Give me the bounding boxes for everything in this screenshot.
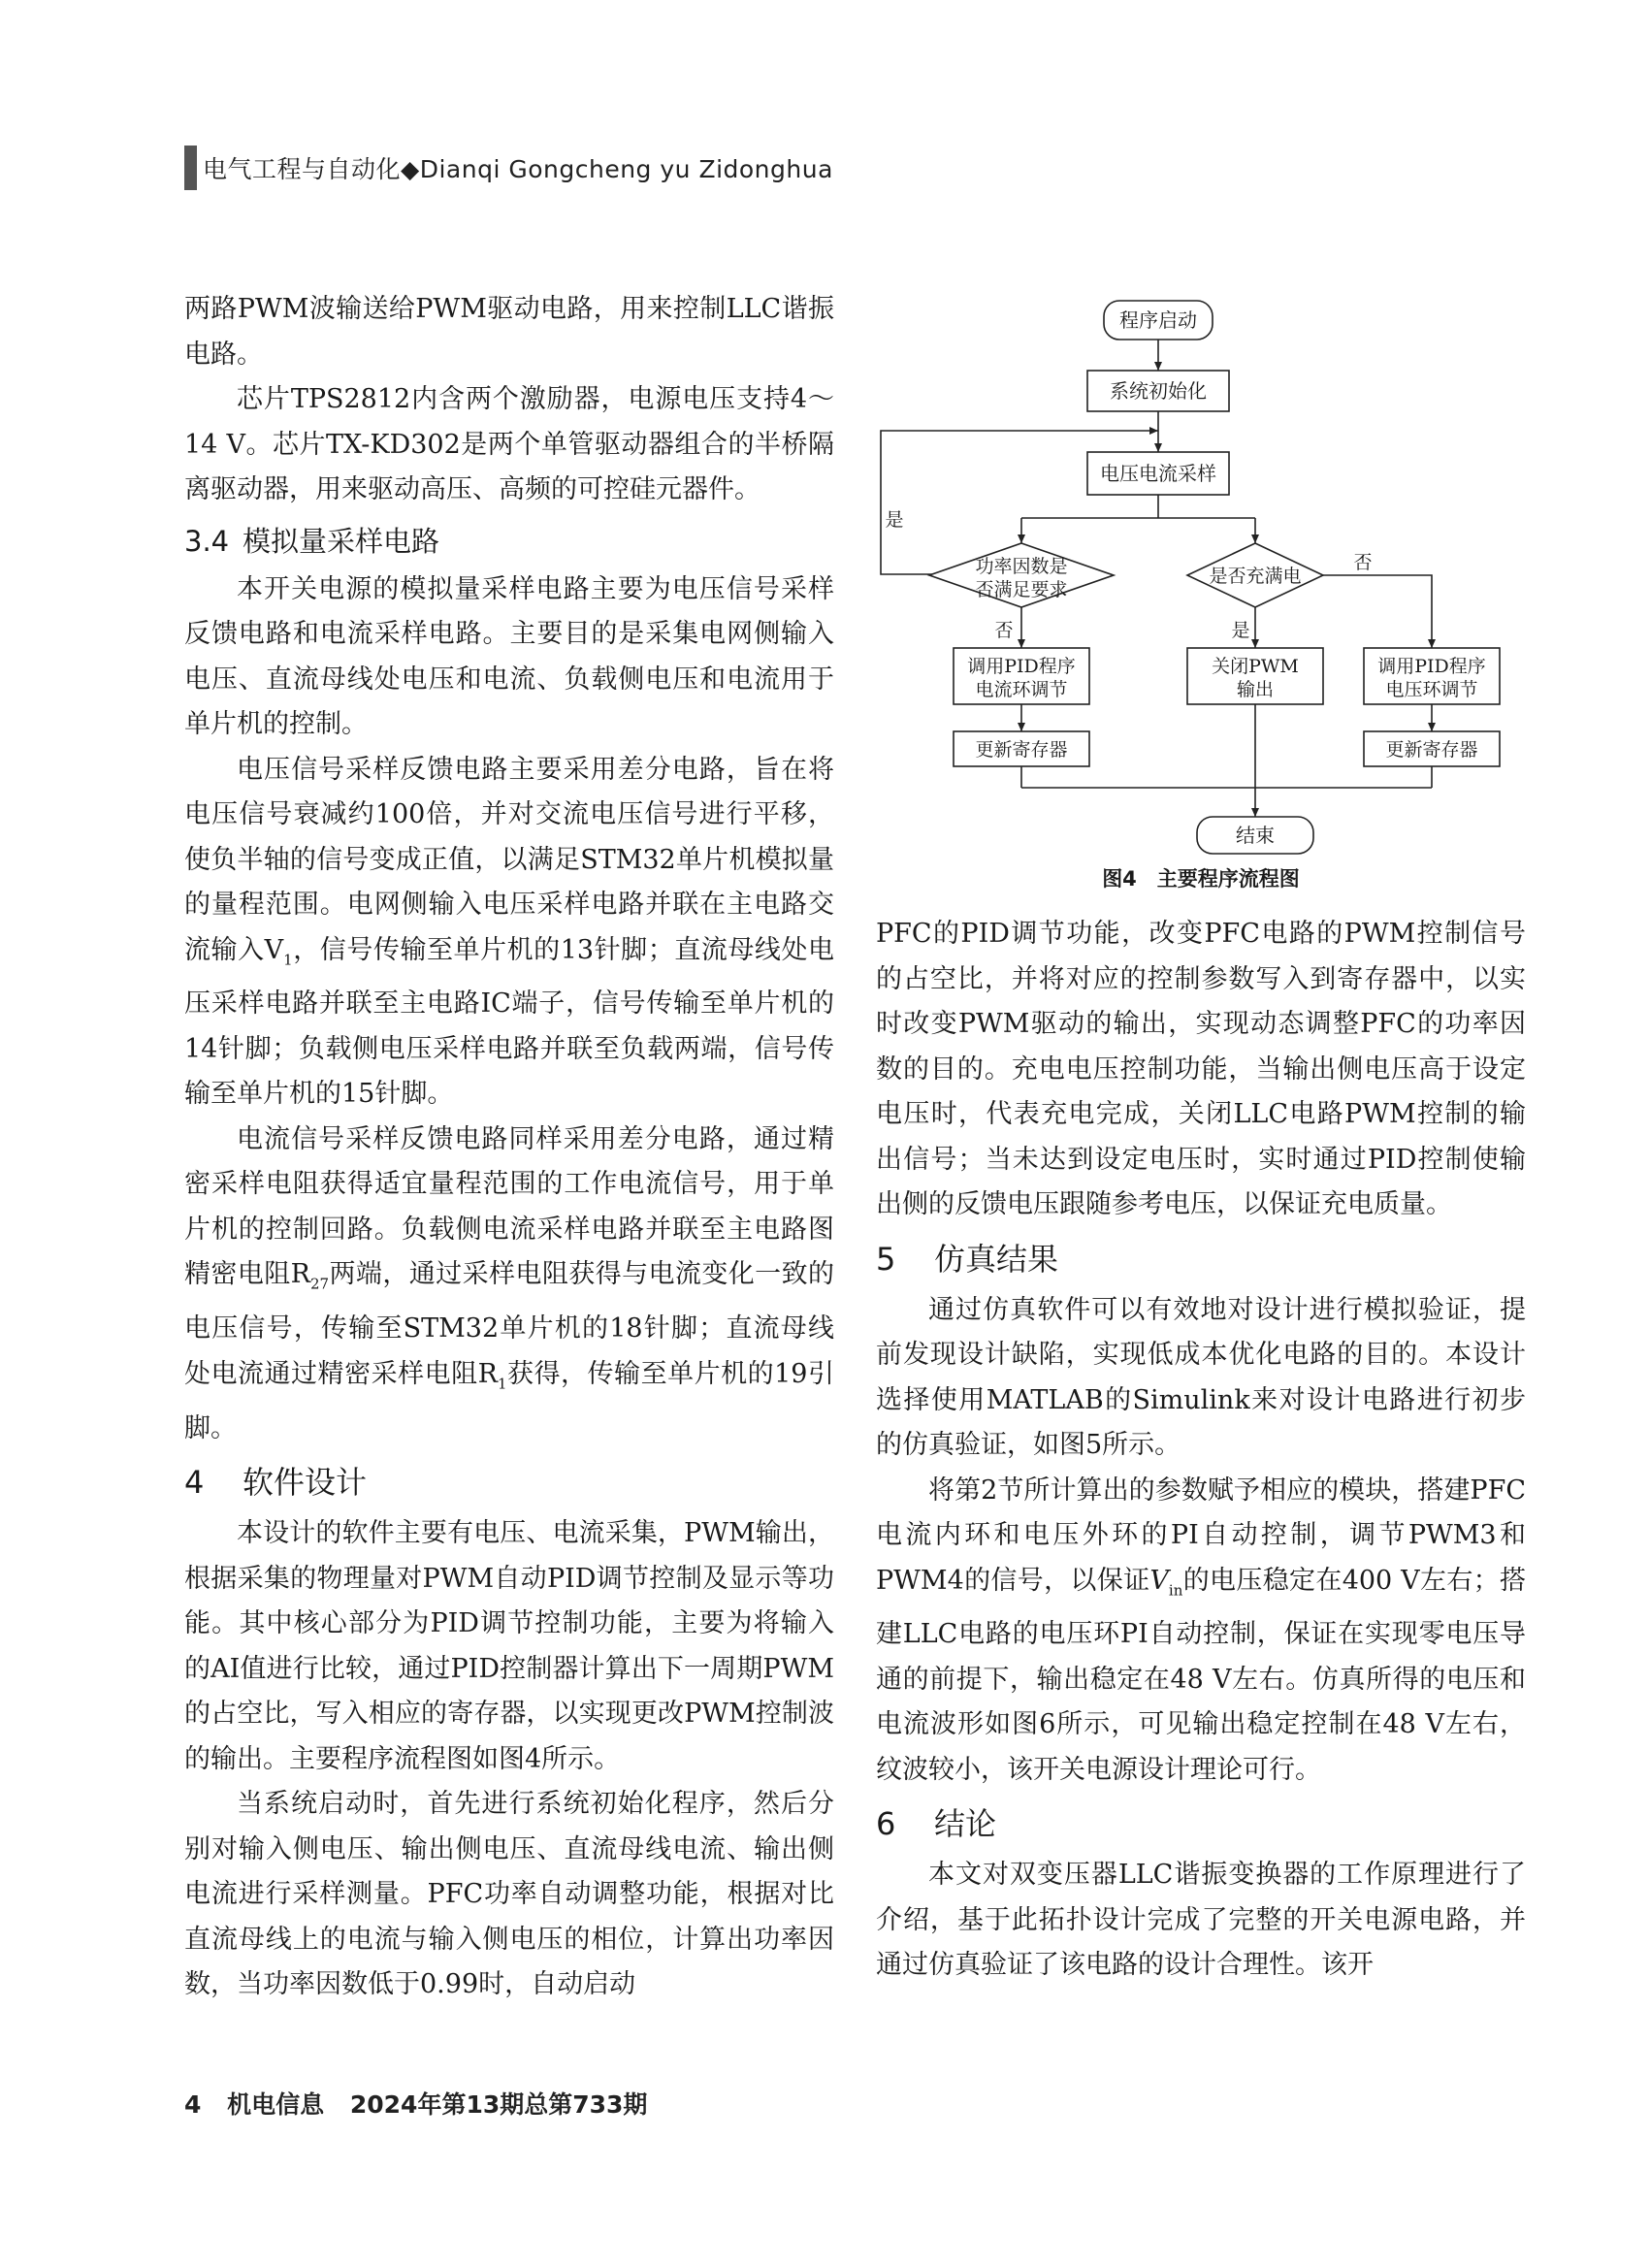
section-title: 模拟量采样电路 — [243, 524, 440, 558]
paragraph: PFC的PID调节功能，改变PFC电路的PWM控制信号的占空比，并将对应的控制参数写入到寄存器中，以实时改变PWM驱动的输出，实现动态调整PFC的功率因数的目的。充电电压控制功能，当输出侧电压高于设定电压时，代表充电完成，关闭LLC电路PWM控制的输出信号；当未达到设定电压时，实时通过PID控制使输出侧的反馈电压跟随参考电压，以保证充电质量。 — [876, 919, 1526, 1219]
section-heading-6 — [876, 1797, 1526, 1851]
figure-4 — [876, 287, 1526, 908]
paragraph — [876, 1469, 1526, 1794]
paragraph: 通过仿真软件可以有效地对设计进行模拟验证，提前发现设计缺陷，实现低成本优化电路的目的。本设计选择使用MATLAB的Simulink来对设计电路进行初步的仿真验证，如图5所示。 — [876, 1294, 1526, 1460]
section-number: 4 — [184, 1464, 205, 1502]
running-header — [184, 146, 833, 190]
section-title: 结论 — [934, 1805, 997, 1843]
figure-caption: 图4 主要程序流程图 — [1102, 867, 1300, 891]
page-number: 4 — [184, 2090, 202, 2119]
text-run: 将第2节所计算出的参数赋予相应的模块，搭建PFC电流内环和电压外环的PI自动控制，调节PWM3和PWM4的信号，以保证 — [876, 1474, 1526, 1596]
yes-left-label: 是 — [885, 509, 904, 531]
paragraph: 两路PWM波输送给PWM驱动电路，用来控制LLC谐振电路。 — [184, 294, 834, 370]
pf-check-label-1: 功率因数是 — [975, 556, 1068, 577]
left-column — [184, 287, 834, 2008]
right-column — [876, 912, 1526, 1989]
subscript: 27 — [310, 1275, 330, 1293]
yes-mid-label: 是 — [1231, 620, 1250, 641]
section-number: 5 — [876, 1240, 896, 1278]
section-number: 6 — [876, 1805, 896, 1843]
init-label: 系统初始化 — [1110, 379, 1207, 403]
paragraph: 本设计的软件主要有电压、电流采集，PWM输出，根据采集的物理量对PWM自动PID调节控制及显示等功能。其中核心部分为PID调节控制功能，主要为将输入的AI值进行比较，通过PID控制器计算出下一周期PWM的占空比，写入相应的寄存器，以实现更改PWM控制波的输出。主要程序流程图如图4所示。 — [184, 1518, 834, 1774]
flowchart — [876, 287, 1526, 859]
pf-check-label-2: 否满足要求 — [975, 579, 1068, 600]
subscript: 1 — [497, 1375, 507, 1393]
text-run: ，信号传输至单片机的13针脚；直流母线处电压采样电路并联至主电路IC端子，信号传输至单片机的14针脚；负载侧电压采样电路并联至负载两端，信号传输至单片机的15针脚。 — [184, 934, 835, 1110]
pid-current-label-2: 电流环调节 — [975, 679, 1068, 700]
start-label: 程序启动 — [1119, 308, 1197, 332]
sample-label: 电压电流采样 — [1100, 462, 1216, 485]
update-register-right-label: 更新寄存器 — [1385, 739, 1478, 761]
italic-variable: V — [1149, 1565, 1169, 1596]
text-run: 电流信号采样反馈电路同样采用差分电路，通过精密采样电阻获得适宜量程范围的工作电流信号，用于单片机的控制回路。负载侧电流采样电路并联至主电路图精密电阻R — [184, 1123, 834, 1290]
no-right-label: 否 — [1353, 552, 1373, 573]
paragraph — [184, 1118, 834, 1451]
issue-info: 2024年第13期总第733期 — [349, 2090, 648, 2119]
paragraph: 芯片TPS2812内含两个激励器，电源电压支持4～14 V。芯片TX-KD302是两个单管驱动器组合的半桥隔离驱动器，用来驱动高压、高频的可控硅元器件。 — [184, 384, 834, 504]
section-title: 软件设计 — [243, 1464, 368, 1502]
section-title: 仿真结果 — [934, 1240, 1059, 1278]
section-heading-5 — [876, 1232, 1526, 1286]
text-run: 两端，通过采样电阻获得与电流变化一致的电压信号，传输至STM32单片机的18针脚；直流母线处电流通过精密采样电阻R — [184, 1259, 834, 1389]
end-label: 结束 — [1236, 824, 1275, 847]
subscript: 1 — [283, 950, 293, 968]
close-pwm-label-1: 关闭PWM — [1212, 656, 1299, 677]
paragraph — [184, 748, 834, 1118]
journal-name: 机电信息 — [227, 2090, 325, 2119]
update-register-left-label: 更新寄存器 — [975, 739, 1068, 761]
paragraph: 当系统启动时，首先进行系统初始化程序，然后分别对输入侧电压、输出侧电压、直流母线电流、输出侧电流进行采样测量。PFC功率自动调整功能，根据对比直流母线上的电流与输入侧电压的相位，计算出功率因数，当功率因数低于0.99时，自动启动 — [184, 1789, 834, 2000]
no-left-label: 否 — [994, 620, 1014, 641]
page-footer — [184, 2086, 664, 2121]
text-run: 的电压稳定在400 V左右；搭建LLC电路的电压环PI自动控制，保证在实现零电压导通的前提下，输出稳定在48 V左右。仿真所得的电压和电流波形如图6所示，可见输出稳定控制在48 V左右，纹波较小，该开关电源设计理论可行。 — [876, 1565, 1526, 1785]
header-bar — [184, 146, 197, 190]
subscript: in — [1168, 1580, 1183, 1599]
paragraph: 本文对双变压器LLC谐振变换器的工作原理进行了介绍，基于此拓扑设计完成了完整的开关电源电路，并通过仿真验证了该电路的设计合理性。该开 — [876, 1860, 1526, 1981]
close-pwm-label-2: 输出 — [1236, 679, 1275, 700]
pid-voltage-label-1: 调用PID程序 — [1377, 656, 1486, 677]
charge-check-label: 是否充满电 — [1209, 566, 1302, 587]
text-run: 电压信号采样反馈电路主要采用差分电路，旨在将电压信号衰减约100倍，并对交流电压信号进行平移，使负半轴的信号变成正值，以满足STM32单片机模拟量的量程范围。电网侧输入电压采样电路并联在主电路交流输入V — [184, 754, 834, 965]
pid-current-label-1: 调用PID程序 — [967, 656, 1076, 677]
header-text: 电气工程与自动化◆Dianqi Gongcheng yu Zidonghua — [203, 155, 833, 183]
paragraph: 本开关电源的模拟量采样电路主要为电压信号采样反馈电路和电流采样电路。主要目的是采集电网侧输入电压、直流母线处电压和电流、负载侧电压和电流用于单片机的控制。 — [184, 573, 834, 739]
section-heading-3-4 — [184, 517, 834, 566]
section-heading-4 — [184, 1455, 834, 1509]
section-number: 3.4 — [184, 524, 230, 558]
pid-voltage-label-2: 电压环调节 — [1385, 679, 1478, 700]
text-run: 获得，传输至单片机的19引脚。 — [184, 1358, 834, 1443]
